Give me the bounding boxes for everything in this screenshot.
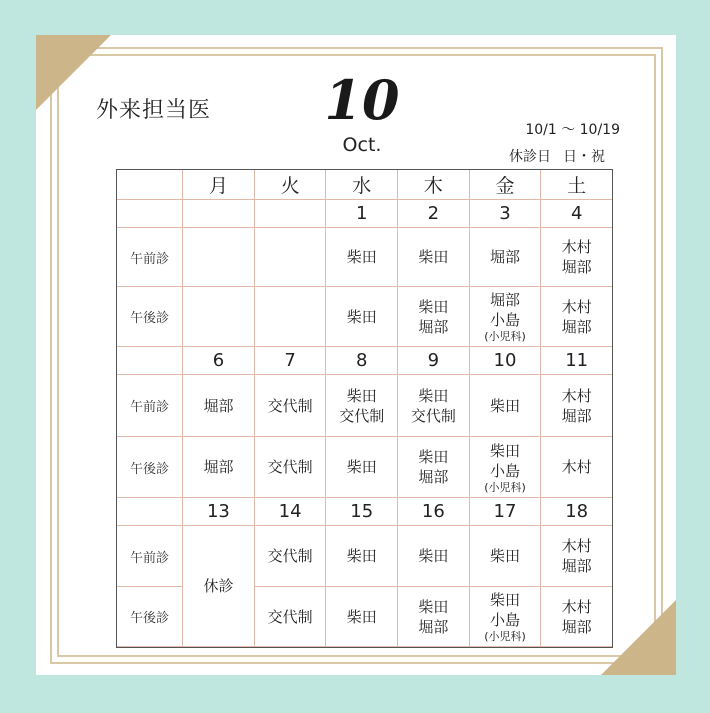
schedule-cell (398, 587, 470, 647)
closed-cell: 休診 (183, 526, 255, 647)
doctor-name: 柴田 (490, 396, 521, 415)
doctor-name: (小児科) (484, 630, 526, 643)
doctor-name: 木村 (561, 238, 592, 256)
doctor-name: 交代制 (267, 396, 313, 415)
doctor-name: 堀部 (418, 617, 449, 636)
schedule-cell (469, 228, 541, 287)
schedule-cell (398, 437, 470, 498)
doctor-name: 柴田 (418, 248, 449, 266)
doctor-name: 堀部 (561, 557, 592, 575)
doctor-name: 柴田 (418, 448, 449, 466)
corner-cell (117, 170, 183, 200)
schedule-cell (469, 437, 541, 498)
date-cell: 6 (183, 347, 255, 375)
doctor-name: 堀部 (561, 406, 592, 425)
schedule-cell (398, 526, 470, 587)
weekday-header: 水 (326, 170, 398, 200)
schedule-cell (541, 375, 613, 437)
date-cell: 3 (469, 200, 541, 228)
doctor-name: 堀部 (561, 258, 592, 276)
doctor-name: 堀部 (561, 317, 592, 336)
date-row (117, 200, 613, 228)
doctor-name: (小児科) (484, 480, 526, 494)
date-row-label (117, 200, 183, 228)
schedule-cell (398, 375, 470, 437)
schedule-table (116, 169, 613, 647)
afternoon-row (117, 287, 613, 347)
doctor-name: 堀部 (490, 248, 521, 266)
weekday-header: 土 (541, 170, 613, 200)
doctor-name: 交代制 (267, 607, 313, 626)
date-cell (183, 200, 255, 228)
doctor-name: 柴田 (346, 386, 377, 405)
weekday-header: 木 (398, 170, 470, 200)
weekday-header: 火 (254, 170, 326, 200)
doctor-name: 柴田 (418, 547, 449, 565)
schedule-cell (541, 228, 613, 287)
doctor-name: 堀部 (490, 291, 521, 309)
schedule-cell (326, 375, 398, 437)
weekday-header: 金 (469, 170, 541, 200)
doctor-name: 柴田 (346, 547, 377, 565)
doctor-name: 交代制 (267, 458, 313, 476)
schedule-cell (469, 587, 541, 647)
date-row (117, 347, 613, 375)
schedule-cell (254, 587, 326, 647)
doctor-name: 柴田 (418, 297, 449, 316)
date-cell: 15 (326, 498, 398, 526)
date-cell: 7 (254, 347, 326, 375)
doctor-name: 柴田 (490, 591, 521, 609)
closed-days-note (480, 146, 605, 166)
date-cell: 13 (183, 498, 255, 526)
schedule-cell (254, 437, 326, 498)
doctor-name: 堀部 (561, 617, 592, 636)
doctor-name: 小島 (490, 461, 521, 480)
morning-row (117, 526, 613, 587)
date-cell: 2 (398, 200, 470, 228)
weekday-header: 月 (183, 170, 255, 200)
date-row-label (117, 498, 183, 526)
doctor-name: 柴田 (346, 458, 377, 476)
schedule-cell (326, 287, 398, 347)
morning-row (117, 228, 613, 287)
schedule-cell (326, 228, 398, 287)
schedule-cell (541, 587, 613, 647)
schedule-cell (254, 287, 326, 347)
date-cell: 8 (326, 347, 398, 375)
date-cell: 18 (541, 498, 613, 526)
schedule-cell (183, 287, 255, 347)
schedule-cell (398, 228, 470, 287)
doctor-name: (小児科) (484, 330, 526, 343)
schedule-cell (326, 437, 398, 498)
schedule-cell (326, 587, 398, 647)
morning-label: 午前診 (117, 228, 183, 287)
afternoon-label: 午後診 (117, 437, 183, 498)
doctor-name: 柴田 (346, 607, 377, 626)
date-row (117, 498, 613, 526)
closed-days-label: 休診日 (509, 149, 551, 165)
schedule-cell (541, 526, 613, 587)
date-cell: 4 (541, 200, 613, 228)
schedule-cell (541, 437, 613, 498)
doctor-name: 堀部 (418, 468, 449, 486)
doctor-name: 木村 (561, 297, 592, 316)
schedule-cell (183, 437, 255, 498)
page-title: 外来担当医 (96, 98, 212, 123)
afternoon-label: 午後診 (117, 587, 183, 647)
schedule-cell (183, 375, 255, 437)
doctor-name: 柴田 (346, 248, 377, 266)
doctor-name: 堀部 (203, 458, 234, 476)
date-cell: 1 (326, 200, 398, 228)
schedule-cell (183, 228, 255, 287)
doctor-name: 木村 (561, 597, 592, 616)
schedule-cell (254, 228, 326, 287)
doctor-name: 柴田 (346, 307, 377, 326)
doctor-name: 柴田 (490, 441, 521, 460)
afternoon-label: 午後診 (117, 287, 183, 347)
weekday-header-row (117, 170, 613, 200)
closed-days-value: 日・祝 (563, 149, 605, 165)
morning-row (117, 375, 613, 437)
doctor-name: 交代制 (267, 547, 313, 565)
date-cell: 10 (469, 347, 541, 375)
doctor-name: 木村 (561, 386, 592, 405)
doctor-name: 柴田 (490, 547, 521, 565)
doctor-name: 堀部 (418, 317, 449, 336)
date-row-label (117, 347, 183, 375)
doctor-name: 柴田 (418, 597, 449, 616)
schedule-cell (469, 375, 541, 437)
morning-label: 午前診 (117, 375, 183, 437)
month-name: Oct. (342, 134, 382, 156)
schedule-cell (469, 526, 541, 587)
date-cell: 17 (469, 498, 541, 526)
period-range: 10/1 〜 10/19 (525, 122, 620, 138)
doctor-name: 小島 (490, 311, 521, 329)
doctor-name: 小島 (490, 611, 521, 629)
schedule-cell (254, 375, 326, 437)
date-cell (254, 200, 326, 228)
date-cell: 14 (254, 498, 326, 526)
doctor-name: 交代制 (410, 406, 456, 425)
doctor-name: 木村 (561, 537, 592, 555)
doctor-name: 交代制 (339, 406, 385, 425)
date-cell: 11 (541, 347, 613, 375)
doctor-name: 堀部 (203, 396, 234, 415)
date-cell: 9 (398, 347, 470, 375)
morning-label: 午前診 (117, 526, 183, 587)
doctor-name: 柴田 (418, 386, 449, 405)
month-number: 10 (324, 68, 400, 132)
schedule-cell (326, 526, 398, 587)
schedule-cell (541, 287, 613, 347)
date-cell: 16 (398, 498, 470, 526)
afternoon-row (117, 437, 613, 498)
schedule-cell (254, 526, 326, 587)
schedule-cell (469, 287, 541, 347)
doctor-name: 木村 (561, 458, 592, 476)
schedule-cell (398, 287, 470, 347)
